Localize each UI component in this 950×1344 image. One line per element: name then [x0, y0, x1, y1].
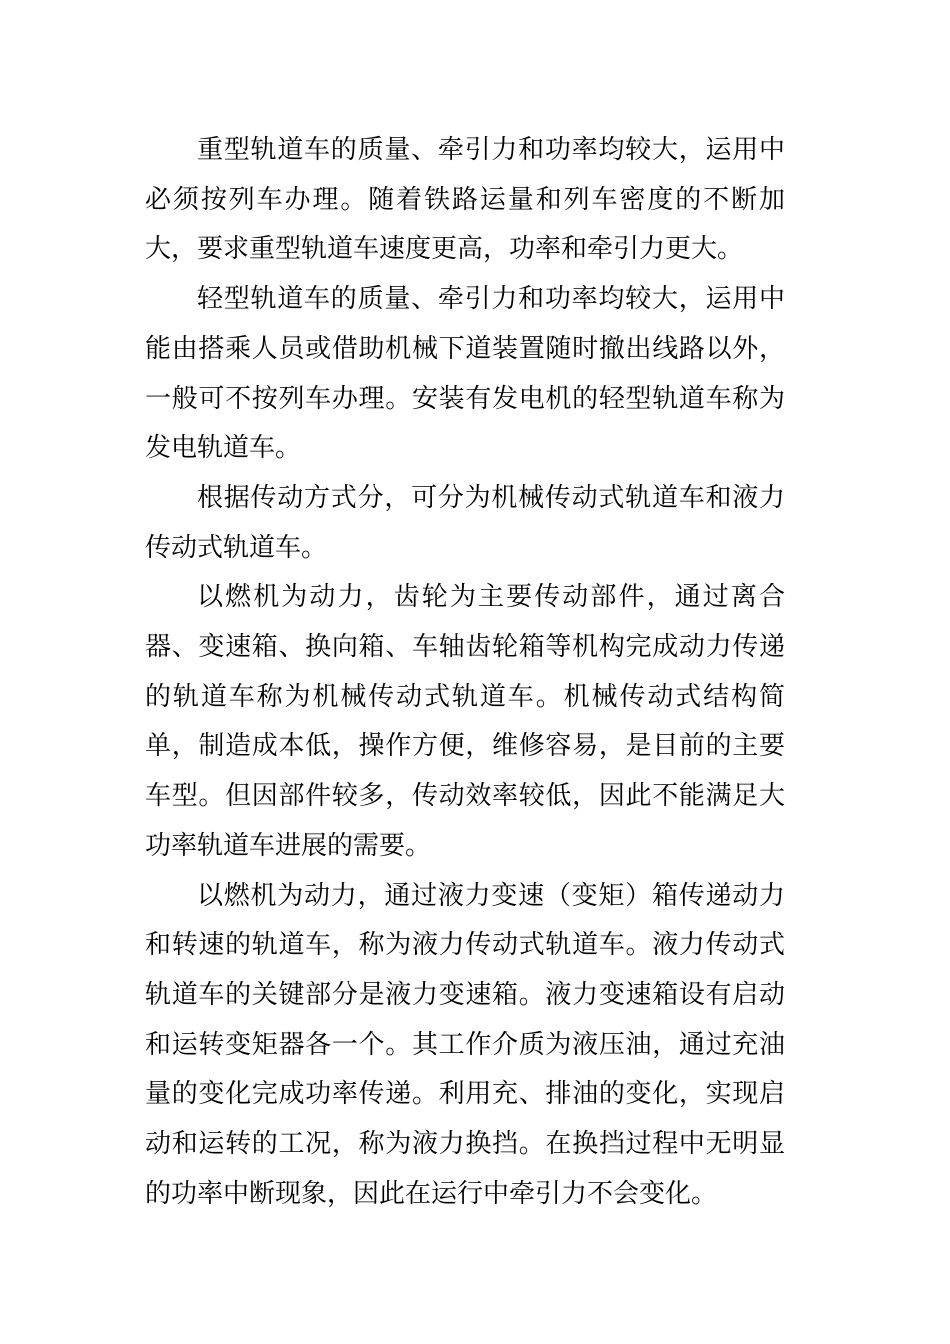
paragraph-hydraulic-transmission: 以燃机为动力，通过液力变速（变矩）箱传递动力和转速的轨道车，称为液力传动式轨道车。液力传动式轨道车的关键部分是液力变速箱。液力变速箱设有启动和运转变矩器各一个。其工作介质为液压油，通过充油量的变化完成功率传递。利用充、排油的变化，实现启动和运转的工况，称为液力换挡。在换挡过程中无明显的功率中断现象，因此在运行中牵引力不会变化。	[145, 880, 785, 1209]
paragraph-mechanical-transmission: 以燃机为动力，齿轮为主要传动部件，通过离合器、变速箱、换向箱、车轴齿轮箱等机构完成动力传递的轨道车称为机械传动式轨道车。机械传动式结构简单，制造成本低，操作方便，维修容易，是目前的主要车型。但因部件较多，传动效率较低，因此不能满足大功率轨道车进展的需要。	[145, 582, 785, 861]
paragraph-transmission-types: 根据传动方式分，可分为机械传动式轨道车和液力传动式轨道车。	[145, 482, 785, 563]
paragraph-heavy-rail-car: 重型轨道车的质量、牵引力和功率均较大，运用中必须按列车办理。随着铁路运量和列车密度的不断加大，要求重型轨道车速度更高，功率和牵引力更大。	[145, 135, 785, 265]
paragraph-light-rail-car: 轻型轨道车的质量、牵引力和功率均较大，运用中能由搭乘人员或借助机械下道装置随时撤出线路以外，一般可不按列车办理。安装有发电机的轻型轨道车称为发电轨道车。	[145, 284, 785, 464]
document-body	[145, 126, 785, 1219]
